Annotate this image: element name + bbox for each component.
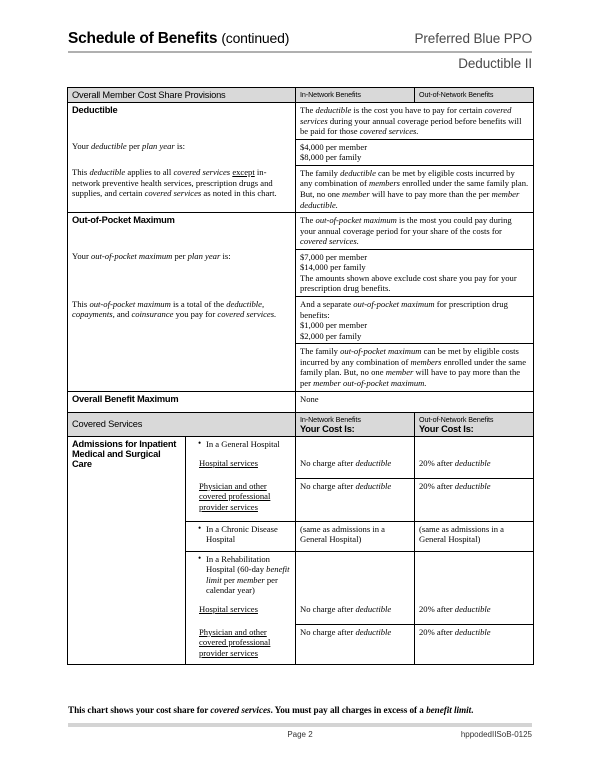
cell-in-network-4 — [296, 551, 415, 602]
page-number: Page 2 — [287, 730, 313, 739]
cell-out-network-5: 20% after deductible — [415, 602, 534, 625]
cell-out-network-4 — [415, 551, 534, 602]
table-row-oopmax-rx — [68, 297, 534, 344]
cell-oopmax-left-para2: This out-of-pocket maximum is a total of the deductible, copayments, and coinsurance you pay for covered services. — [68, 297, 296, 344]
cell-oopmax-left-blank — [68, 344, 296, 391]
cell-oopmax-family-note: The family out-of-pocket maximum can be met by eligible costs incurred by any combination of members enrolled under the same family plan. But, no one member will have to pay more than the per member out-of-pocket maximum. — [296, 344, 534, 391]
cell-in-network-1: No charge after deductible — [296, 456, 415, 479]
cell-service-hospital-services-2: Hospital services — [186, 602, 296, 625]
cell-out-network-2: 20% after deductible — [415, 479, 534, 522]
page-title-main: Schedule of Benefits — [68, 30, 218, 47]
oopmax-rx-member: $1,000 per member — [300, 320, 368, 331]
table-row-oopmax-family-note — [68, 344, 534, 391]
cell-in-network-3: (same as admissions in a General Hospital) — [296, 521, 415, 551]
cell-overall-benefit-maximum-value: None — [296, 391, 534, 412]
cell-in-network-5: No charge after deductible — [296, 602, 415, 625]
table-row-deductible-amounts — [68, 139, 534, 165]
oopmax-rx-family: $2,000 per family — [300, 330, 362, 341]
table-row-deductible-definition — [68, 103, 534, 140]
cell-out-network-6: 20% after deductible — [415, 625, 534, 665]
table-row-oopmax-definition — [68, 213, 534, 250]
cell-out-network-1: 20% after deductible — [415, 456, 534, 479]
header-cell-out-network-cost: Out-of-Network Benefits Your Cost Is: — [415, 412, 534, 436]
cell-service-chronic-disease — [186, 521, 296, 551]
oopmax-exclusion-note: The amounts shown above exclude cost share you pay for your prescription drug benefits. — [300, 272, 517, 294]
table-row-oopmax-amounts — [68, 249, 534, 296]
cell-out-network-0 — [415, 436, 534, 456]
schedule-of-benefits-table — [67, 87, 534, 665]
header-cell-cost-share-provisions: Overall Member Cost Share Provisions — [68, 88, 296, 103]
document-header — [68, 30, 532, 71]
page-title-continued: (continued) — [221, 30, 290, 46]
cell-deductible-label: Deductible — [68, 103, 296, 140]
cell-in-network-2: No charge after deductible — [296, 479, 415, 522]
cell-deductible-left-para1: Your deductible per plan year is: — [68, 139, 296, 165]
plan-variant: Deductible II — [458, 56, 532, 71]
table-row-admissions-general-hospital — [68, 436, 534, 456]
cell-deductible-family-note: The family deductible can be met by eligible costs incurred by any combination of members enrolled under the same family plan. But, no one member will have to pay more than the per member deductible. — [296, 165, 534, 212]
table-header-row-covered-services — [68, 412, 534, 436]
deductible-amount-family: $8,000 per family — [300, 152, 362, 163]
header-cell-covered-services: Covered Services — [68, 412, 296, 436]
cell-out-network-3: (same as admissions in a General Hospital) — [415, 521, 534, 551]
oopmax-amount-member: $7,000 per member — [300, 251, 368, 262]
header-top-row — [68, 30, 532, 48]
table-row-overall-benefit-maximum — [68, 391, 534, 412]
bullet-rehabilitation-hospital: • In a Rehabilitation Hospital (60-day benefit limit per member per calendar year) — [199, 554, 291, 596]
cell-oopmax-label: Out-of-Pocket Maximum — [68, 213, 296, 250]
header-cell-in-network: In-Network Benefits — [296, 88, 415, 103]
cell-oopmax-left-para1: Your out-of-pocket maximum per plan year is: — [68, 249, 296, 296]
bullet-chronic-disease-hospital: • In a Chronic Disease Hospital — [199, 524, 291, 545]
oopmax-amount-family: $14,000 per family — [300, 262, 366, 273]
table-header-row — [68, 88, 534, 103]
deductible-amount-member: $4,000 per member — [300, 141, 368, 152]
header-cell-out-of-network: Out-of-Network Benefits — [415, 88, 534, 103]
cell-in-network-0 — [296, 436, 415, 456]
bullet-general-hospital: • In a General Hospital — [199, 439, 291, 450]
cell-service-hospital-services-1: Hospital services — [186, 456, 296, 479]
page-title — [68, 30, 289, 48]
cell-service-rehabilitation — [186, 551, 296, 602]
cell-deductible-left-para2: This deductible applies to all covered services except in-network preventive health services, prescription drugs and supplies, and certain covered services as noted in this chart. — [68, 165, 296, 212]
cell-overall-benefit-maximum-label: Overall Benefit Maximum — [68, 391, 296, 412]
cell-deductible-definition: The deductible is the cost you have to pay for certain covered services during your annual coverage period before benefits will be paid for those covered services. — [296, 103, 534, 140]
header-cell-in-network-cost: In-Network Benefits Your Cost Is: — [296, 412, 415, 436]
cell-in-network-6: No charge after deductible — [296, 625, 415, 665]
document-code: hppodedIISoB-0125 — [460, 730, 532, 739]
footer-divider — [68, 723, 532, 727]
cell-service-physician-2: Physician and other covered professional provider services — [186, 625, 296, 665]
plan-name: Preferred Blue PPO — [414, 31, 532, 46]
cell-deductible-amounts — [296, 139, 534, 165]
cell-oopmax-definition: The out-of-pocket maximum is the most you could pay during your annual coverage period for your share of the costs for covered services. — [296, 213, 534, 250]
header-divider — [68, 51, 532, 53]
table-row-deductible-family-note — [68, 165, 534, 212]
cell-oopmax-amounts — [296, 249, 534, 296]
cell-admissions-category: Admissions for Inpatient Medical and Surgical Care — [68, 436, 186, 664]
cell-service-physician-1: Physician and other covered professional provider services — [186, 479, 296, 522]
cell-oopmax-rx: And a separate out-of-pocket maximum for prescription drug benefits: $1,000 per member $2,000 per family — [296, 297, 534, 344]
chart-footnote: This chart shows your cost share for covered services. You must pay all charges in excess of a benefit limit. — [68, 705, 474, 715]
cell-service-general-hospital — [186, 436, 296, 456]
